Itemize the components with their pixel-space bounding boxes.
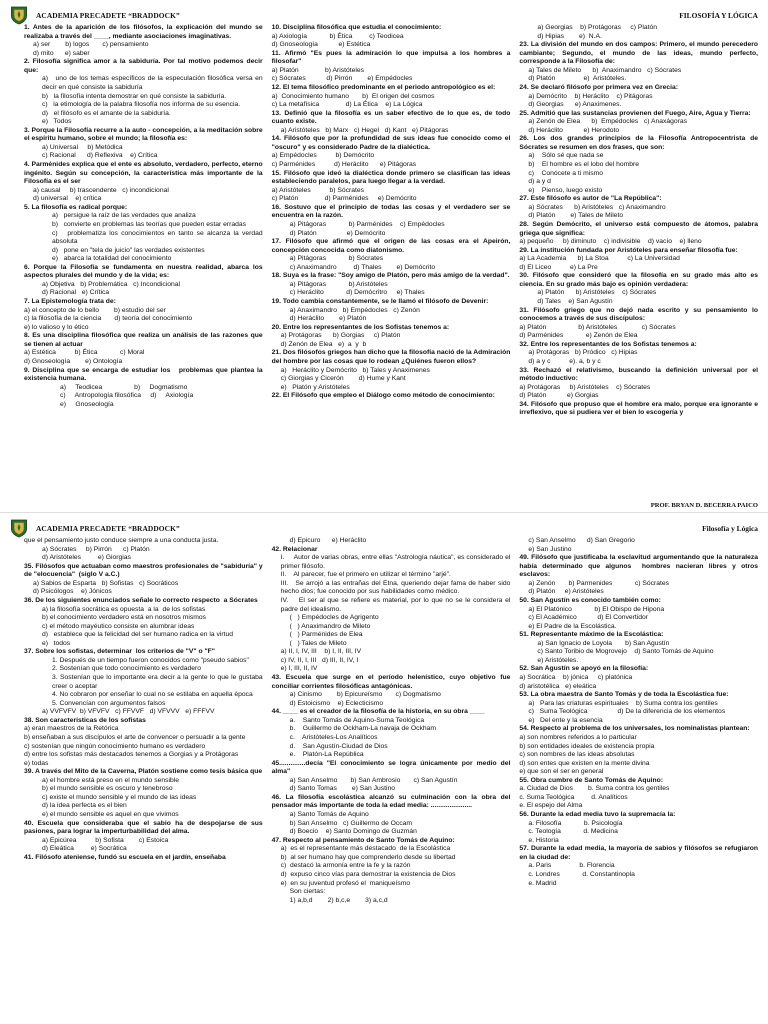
answer-option: I. Autor de varias obras, entre ellas "Astrología náutica", es considerado el primer filósofo. (280, 554, 513, 570)
subject-title: FILOSOFÍA Y LÓGICA (679, 10, 758, 20)
answer-option: a) El Platónico b) El Obispo de Hipona (528, 605, 665, 613)
question-stem: 1. Antes de la aparición de los filósofos, la explicación del mundo se realizaba a través del ____, mediante asociaciones imaginativas. (24, 24, 265, 40)
page-header (10, 517, 758, 539)
answer-option: 3. Sostenían que lo importante era decir a la gente lo que le gustaba creer o aceptar (52, 674, 265, 690)
answer-option: a) Universal b) Metódica (42, 143, 123, 151)
answer-option: c) sostenían que ningún conocimiento humano es verdadero (24, 742, 206, 750)
answer-option: a) San Ignacio de Loyola b) San Agustín (537, 639, 670, 647)
answer-option: a. Santo Tomás de Aquino-Suma Teológica (289, 716, 425, 724)
answer-option: e) Platón y Aristóteles (280, 383, 350, 391)
answer-option: que el pensamiento justo conduce siempre a una conducta justa. (24, 537, 219, 544)
answer-option: d) el filósofo es el amante de la sabiduría. (42, 109, 171, 117)
answer-option: a) eran maestros de la Retórica (24, 725, 119, 733)
question-stem: 23. La división del mundo en dos campos: Primero, el mundo perecedero cambiante; Segundo, el mundo de las ideas, mundo perfecto, corresponde a la Filosofía de: (519, 41, 760, 66)
answer-option: a) Teodicea b) Dogmatismo (60, 383, 188, 391)
answer-option: d) Aristóteles e) Giorgias (42, 554, 131, 562)
question-stem: 25. Admitió que las sustancias provienen del Fuego, Aire, Agua y Tierra: (519, 109, 751, 117)
answer-option: a. Ciudad de Dios b. Suma contra los gentiles (519, 785, 670, 793)
answer-option: a) Demócrito b) Heráclito c) Pitágoras (528, 92, 653, 100)
answer-option: a) Georgias b) Protágoras c) Platón (537, 24, 658, 31)
answer-option: d) Platón e) Aristóteles. (528, 75, 627, 83)
answer-option: d) universal e) crítica (33, 195, 102, 203)
question-stem: 4. Parménides explica que el ente es absoluto, verdadero, perfecto, eterno ingénito. Según su concepción, la característica más importante de la Filosofía es el ser (24, 161, 265, 186)
answer-option: c) el método mayéutico consiste en alumbrar ideas (42, 622, 195, 630)
column-2 (272, 24, 511, 418)
question-stem: 15. Filósofo que ideó la dialéctica donde primero se clasifican las ideas estableciendo paralelos, para luego llegar a la verdad. (271, 169, 513, 186)
answer-option: a) la filosofía socrática es opuesta a la de los sofistas (42, 605, 206, 613)
answer-option: d) El Liceo e) La Pre (519, 263, 598, 271)
answer-option: d) Estoicismo e) Eclecticismo (289, 699, 384, 707)
answer-option: c) Heráclito d) Demócritro e) Thales (289, 289, 425, 297)
answer-option: b. Guillermo de Ockham-La navaja de Ockham (289, 725, 436, 733)
answer-option: c) Suma Teológica d) De la diferencia de los elementos (528, 708, 726, 716)
question-stem: 39. A través del Mito de la Caverna, Platón sostiene como tesis básica que (24, 768, 263, 776)
answer-option: c. Londres d. Constantinopla (528, 870, 635, 878)
answer-option: a) San Anselmo b) San Ambrosio c) San Agustín (289, 776, 458, 784)
answer-option: d) Santo Tomas e) San Justino (289, 785, 395, 793)
question-stem: 3. Porque la Filosofía recurre a la auto - concepción, a la meditación sobre el espíritu humano, sobre el mundo; la filosofía es: (24, 126, 265, 143)
answer-option: a) Aristóteles b) Marx c) Hegel d) Kant e) Pitágoras (280, 126, 449, 134)
answer-option: c) Anaximandro d) Thales e) Demócrito (289, 263, 436, 271)
answer-option: III. Se arrojó a las entrañas del Etna, queriendo dejar fama de haber sido hecho dios; fue conocido por sus habilidades como médico. (280, 579, 513, 596)
answer-option: d) Platón e) Gorgias (519, 392, 599, 400)
answer-option: b) San Anselmo c) Guillermo de Occam (289, 819, 412, 827)
answer-option: a) Epicúrea b) Sofista c) Estoica (42, 836, 169, 844)
answer-option: d) expuso cinco vías para demostrar la existencia de Dios (280, 870, 456, 878)
answer-option: b) convierte en problemas las teorías que pueden estar erradas (52, 220, 246, 228)
answer-option: d) establece que la felicidad del ser humano radica en la virtud (42, 631, 233, 639)
answer-option: II. Al parecer, fue el primero en utilizar el término "arjé". (280, 571, 451, 579)
question-stem: 29. La institución fundada por Aristóteles para enseñar filosofía fue: (519, 246, 738, 254)
answer-option: d) Boecio e) Santo Domingo de Guzmán (289, 828, 417, 836)
answer-option: c) San Anselmo d) San Gregorio (528, 537, 635, 544)
question-stem: 33. Rechazó el relativismo, buscando la definición universal por el método inductivo: (519, 366, 760, 383)
answer-option: c) Giorgias y Cicerón d) Hume y Kant (280, 375, 406, 383)
question-stem: 20. Entre los representantes de los Sofistas tenemos a: (271, 323, 450, 331)
answer-option: c) Platón d) Parménides e) Demócrito (271, 195, 417, 203)
question-stem: 53. La obra maestra de Santo Tomás y de toda la Escolástica fue: (519, 691, 729, 699)
answer-option: a) ser b) logos c) pensamiento (33, 41, 149, 49)
answer-option: a) Sabios de Esparta b) Sofistas c) Socráticos (33, 579, 179, 587)
answer-option: d) pone en "tela de juicio" las verdades existentes (52, 246, 205, 254)
answer-option: e) todos (42, 639, 71, 647)
answer-option: e) Del ente y la esencia (528, 716, 603, 724)
question-stem: 14. Filósofo que por la profundidad de sus ideas fue conocido como el "oscuro" y es considerado Padre de la dialéctica. (271, 135, 513, 151)
question-stem: 43. Escuela que surge en el período helenístico, cuyo objetivo fue conciliar corrientes filosóficas antagónicas. (271, 674, 513, 690)
question-stem: 7. La Epistemología trata de: (24, 298, 116, 305)
question-stem: 5. La filosofía es radical porque: (24, 203, 128, 211)
answer-option: d) Epicuro e) Heráclito (289, 537, 367, 544)
question-stem: 12. El tema filosófico predominante en el periodo antropológico es el: (271, 83, 496, 91)
answer-option: a) Conocimiento humano b) El origen del cosmos (271, 92, 435, 100)
answer-option: a) el concepto de lo bello b) estudio del ser (24, 306, 166, 314)
question-stem: 13. Definió que la filosofía es un saber efectivo de lo que es, de todo cuanto existe. (271, 109, 513, 126)
answer-option: a) Para las criaturas espirituales b) Suma contra los gentiles (528, 699, 718, 707)
question-stem: 9. Disciplina que se encarga de estudiar los problemas que plantea la existencia humana. (24, 366, 265, 383)
answer-option: c) La metafísica d) La Ética e) La Lógica (271, 101, 423, 109)
question-stem: 34. Filósofo que propuso que el hombre era malo, porque era ignorante e irreflexivo, que si pudiera ver el bien lo escogería y (519, 400, 760, 417)
answer-option: e) San Justino (528, 545, 572, 553)
question-stem: 38. Son características de los sofistas (24, 716, 146, 724)
answer-option: c) Racional d) Reflexiva e) Crítica (42, 152, 158, 160)
answer-option: a) Platón b) Aristóteles c) Sócrates (537, 289, 657, 297)
answer-option: b) el mundo sensible es oscuro y tenebroso (42, 785, 173, 793)
answer-option: a) Protágoras b) Gorgias c) Platón (280, 332, 401, 340)
answer-option: a) Platón b) Aristóteles c) Sócrates (519, 323, 676, 331)
answer-option: d) Georgias e) Anaximenes. (528, 101, 622, 109)
answer-option: a) Aristóteles b) Sócrates (271, 186, 364, 194)
answer-option: 2. Sostenían que todo conocimiento es verdadero (52, 665, 201, 673)
question-stem: 55. Obra cumbre de Santo Tomás de Aquino: (519, 776, 663, 784)
answer-option: b) al ser humano hay que comprenderlo desde su libertad (280, 853, 456, 861)
answer-option: e. Madrid (528, 879, 557, 887)
question-stem: 52. San Agustín se apoyó en la filosofía: (519, 665, 649, 673)
question-stem: 8. Es una disciplina filosófica que realiza un análisis de las razones que se tienen al actuar (24, 332, 265, 348)
answer-option: c) El Académico d) El Convertidor (528, 614, 649, 622)
answer-option: d) son entes que existen en la mente divina (519, 759, 650, 767)
answer-option: d) Parménides e) Zenón de Elea (519, 332, 638, 340)
answer-option: d) Heráclito e) Platón (289, 315, 367, 323)
academy-shield-icon (10, 519, 28, 538)
answer-option: ( ) Tales de Mileto (289, 639, 347, 647)
question-stem: 26. Los dos grandes principios de la Filosofía Antropocentrista de Sócrates se resumen en dos frases, que son: (519, 135, 760, 151)
question-stem: 16. Sostuvo que el principio de todas las cosas y el verdadero ser se encuentra en la razón. (271, 203, 513, 220)
question-stem: 46. La filosofía escolástica alcanzó su culminación con la obra del pensador más importante de toda la edad media: ...................... (271, 793, 513, 810)
answer-option: a) son nombres referidos a lo particular (519, 733, 637, 741)
question-stem: 21. Dos filósofos griegos han dicho que la filosofía nació de la Admiración del hombre por las cosas que lo rodean ¿Quiénes fueron ellos? (271, 349, 513, 365)
question-stem: 30. Filósofo que consideró que la filosofía en su grado más alto es ciencia. En su grado más bajo es opinión verdadera: (519, 272, 760, 288)
answer-option: 1) a,b,d 2) b,c,e 3) a,c,d (289, 896, 388, 904)
answer-option: b) el conocimiento verdadero está en nosotros mismos (42, 614, 206, 622)
question-stem: 18. Suya es la frase: "Soy amigo de Platón, pero más amigo de la verdad". (271, 272, 510, 280)
answer-option: e) abarca la totalidad del conocimiento (52, 255, 172, 263)
answer-option: d) Tales e) San Agustín (537, 298, 613, 305)
answer-option: c) Antropología filosófica d) Axiología (60, 392, 194, 400)
column-3 (519, 537, 758, 905)
answer-option: a) Pitágoras b) Sócrates (289, 255, 384, 263)
answer-option: a) Socrática b) jónica c) platónica (519, 674, 633, 681)
answer-option: a) Protágoras b) Aristóteles c) Sócrates (519, 383, 651, 391)
answer-option: a) Zenón b) Parmenides c) Sócrates (528, 579, 670, 587)
answer-option: e) Gnoseología (60, 400, 114, 408)
answer-option: a) Platón b) Aristóteles (271, 66, 364, 74)
question-stem: 6. Porque la Filosofía se fundamenta en nuestra realidad, abarca los aspectos plurales del mundo y de la vida; es: (24, 263, 265, 280)
answer-option: c) IV, II, I, III d) III, II, IV, I (280, 656, 359, 664)
answer-option: d) Eleática e) Socrática (42, 845, 127, 853)
answer-option: d) a y d (528, 178, 551, 186)
answer-option: a) persigue la raíz de las verdades que analiza (52, 212, 196, 220)
answer-option: d) Hipias e) N.A. (537, 32, 602, 40)
answer-option: e. El espejo del Alma (519, 802, 583, 810)
answer-option: c) la filosofía de la ciencia d) teoría del conocimiento (24, 315, 193, 323)
answer-option: c) Santo Toribio de Mogrovejo d) Santo Tomás de Aquino (537, 648, 714, 656)
answer-option: Son ciertas: (289, 888, 326, 896)
answer-option: d) aristotélica e) eleática (519, 682, 597, 690)
answer-option: b) la filosofía intenta demostrar en qué consiste la sabiduría. (42, 92, 227, 100)
answer-option: e) el mundo sensible es aquel en que vivimos (42, 811, 179, 818)
answer-option: ( ) Parménides de Elea (289, 631, 363, 639)
answer-option: e) lo valioso y lo ético (24, 323, 89, 331)
answer-option: b) son entidades ideales de existencia propia (519, 742, 655, 750)
answer-option: a) uno de los temas específicos de la especulación filosófica versa en decir en qué consiste la sabiduría (42, 75, 265, 91)
academy-shield-icon (10, 6, 28, 25)
answer-option: c) problematiza los conocimientos en tanto se alcanza la verdad absoluta (52, 229, 265, 246)
answer-option: a) Pitágoras b) Parménides c) Empédocles (289, 220, 445, 228)
answer-option: a) VVFVFV b) VFVFV c) FFVVF d) VFVVV e) FFFVV (42, 708, 215, 716)
question-stem: 32. Entre los representantes de los Sofistas tenemos a: (519, 340, 697, 348)
question-stem: 51. Representante máximo de la Escolástica: (519, 631, 664, 639)
column-1 (24, 537, 263, 905)
answer-option: a) Santo Tomás de Aquino (289, 811, 369, 818)
question-stem: 37. Sobre los sofistas, determinar los criterios de "V" o "F" (24, 648, 215, 656)
answer-option: e) todas (24, 759, 49, 767)
question-stem: 47. Respecto al pensamiento de Santo Tomás de Aquino: (271, 836, 455, 844)
exam-page-2 (0, 512, 768, 1024)
answer-option: a) es el representante más destacado de la Escolástica (280, 845, 451, 853)
answer-option: c) son nombres de las ideas absolutas (519, 751, 635, 759)
question-stem: 10. Disciplina filosófica que estudia el conocimiento: (271, 24, 442, 31)
answer-option: c. Teología d. Medicina (528, 828, 618, 836)
answer-option: e) en su juventud profesó el maniqueísmo (280, 879, 411, 887)
answer-option: c) Sócrates d) Pirrón e) Empédocles (271, 75, 413, 83)
answer-option: e) Aristóteles. (537, 656, 579, 664)
answer-option: a) Objetiva b) Problemática c) Incondicional (42, 280, 181, 288)
answer-option: e) que son el ser en general (519, 768, 604, 776)
answer-option: a) La Academia b) La Stoa c) La Universidad (519, 255, 680, 263)
answer-option: a) Anaximandro b) Empédocles c) Zenón (289, 306, 420, 314)
question-stem: 24. Se declaró filósofo por primera vez en Grecia: (519, 83, 679, 91)
answer-option: d) entre los sofistas más destacados tenemos a Gorgias y a Protágoras (24, 751, 239, 759)
answer-option: a. Filosofía b. Psicología (528, 819, 623, 827)
question-stem: 17. Filósofo que afirmó que el origen de las cosas era el Apeirón, concepción concocida como diatonismo. (271, 238, 513, 254)
answer-option: d) Platón e) Demócrito (289, 229, 386, 237)
question-stem: 57. Durante la edad media, la mayoría de sabios y filósofos se refugiaron en la ciudad de: (519, 845, 760, 861)
answer-option: a) Cinismo b) Epicureísmo c) Dogmatismo (289, 691, 441, 699)
answer-option: c) la etimología de la palabra filosofía nos informa de su esencia. (42, 101, 241, 109)
answer-option: a) Sólo sé que nada se (528, 152, 604, 160)
answer-option: c. Aristóteles-Los Analíticos (289, 733, 378, 741)
answer-option: a) Estética b) Ética c) Moral (24, 349, 145, 357)
answer-option: d) Racional e) Crítica (42, 289, 110, 297)
author-footer: PROF. BRYAN D. BECERRA PAICO (650, 502, 758, 509)
answer-option: d) la idea perfecta es el bien (42, 802, 127, 810)
answer-option: c) Conócete a ti mismo (528, 169, 603, 177)
answer-option: e) Pienso, luego existo (528, 186, 603, 194)
question-stem: 22. El Filósofo que empleo el Diálogo como método de conocimiento: (271, 392, 495, 400)
answer-option: 5. Convencían con argumentos falsos (52, 699, 166, 707)
answer-option: e) I, III, II, IV (280, 665, 318, 673)
question-stem: 49. Filósofo que justificaba la esclavitud argumentando que la naturaleza había determinado que algunos hombres nacieran libres y otros esclavos: (519, 554, 760, 579)
answer-option: d) Platón e) Tales de Mileto (528, 212, 624, 220)
question-stem: 36. De los siguientes enunciados señale lo correcto respecto a Sócrates (24, 596, 258, 604)
answer-option: a) Tales de Mileto b) Anaximandro c) Sócrates (528, 66, 682, 74)
question-stem: 54. Respecto al problema de los universales, los nominalistas plantean: (519, 725, 750, 733)
answer-option: 4. No cobraron por enseñar lo cual no se estilaba en aquella época (52, 691, 253, 699)
question-stem: 56. Durante la edad media tuvo la supremacía la: (519, 811, 676, 818)
subject-title: Filosofía y Lógica (702, 523, 758, 533)
question-stem: 2. Filosofía significa amor a la sabiduría. Por tal motivo podemos decir que: (24, 58, 265, 74)
answer-option: d) Psicólogos e) Jónicos (33, 588, 112, 596)
answer-option: e) El Padre de la Escolástica. (528, 622, 617, 630)
answer-option: ( ) Empédocles de Agrigento (289, 614, 379, 622)
answer-option: c) destacó la armonía entre la fe y la razón (280, 862, 411, 870)
question-stem: 31. Filósofo griego que no dejó nada escrito y su pensamiento lo conocemos a través de sus discípulos: (519, 306, 760, 323)
answer-option: d) Gnoseología e) Estética (271, 41, 371, 49)
answer-option: d. San Agustín-Ciudad de Dios (289, 742, 388, 750)
question-stem: 42. Relacionar (271, 545, 318, 553)
academy-name: ACADEMIA PRECADETE “BRADDOCK” (36, 523, 180, 533)
academy-name: ACADEMIA PRECADETE “BRADDOCK” (36, 10, 180, 20)
answer-option: 1. Después de un tiempo fueron conocidos como "pseudo sabios" (52, 656, 249, 664)
answer-option: c) Parménides d) Heráclito e) Pitágoras (271, 161, 417, 168)
answer-option: ( ) Anaximandro de Mileto (289, 622, 371, 630)
answer-option: d) a y c e). a, b y c (528, 357, 601, 365)
question-stem: 27. Este filósofo es autor de "La República": (519, 195, 662, 203)
column-3 (519, 24, 758, 418)
answer-option: a) Protágoras b) Pródico c) Hipias (528, 349, 638, 357)
question-stem: 19. Todo cambia constantemente, se le llamó el filósofo de Devenir: (271, 298, 489, 305)
answer-option: IV. El ser al que se refiere es material, por lo que no se le considera el padre del idealismo. (280, 596, 513, 613)
question-stem: 28. Según Demócrito, el universo está compuesto de átomos, palabra griega que significa: (519, 220, 760, 237)
answer-option: a) Empédocles b) Demócrito (271, 152, 375, 160)
question-stem: 40. Escuela que consideraba que el sabio ha de despojarse de sus pasiones, para lograr la imperturbabilidad del alma. (24, 819, 265, 836)
answer-option: a) Zenón de Elea b) Empédocles c) Anaxágoras (528, 118, 688, 126)
answer-option: c. Suma Teológica d. Analíticos (519, 793, 628, 801)
answer-option: a) causal b) trascendente c) incondicional (33, 186, 169, 194)
question-stem: 41. Filósofo ateniense, fundó su escuela en el jardín, enseñaba (24, 853, 226, 861)
answer-option: e) Todos (42, 118, 72, 126)
answer-option: d) Heráclito e) Herodoto (528, 126, 620, 134)
answer-option: e. Historia (528, 836, 559, 844)
answer-option: b) enseñaban a sus discípulos el arte de convencer o persuadir a la gente (24, 733, 246, 741)
answer-option: a) Sócrates b) Aristóteles c) Anaximandro (528, 203, 666, 211)
answer-option: a) II, I, IV, III b) I, II, III, IV (280, 648, 362, 656)
answer-option: a) Sócrates b) Pirrón c) Platón (42, 545, 150, 553)
column-2 (272, 537, 511, 905)
column-1 (24, 24, 263, 418)
answer-option: d) Zenón de Elea e) a y b (280, 340, 367, 348)
question-stem: 50. San Agustín es conocido también como: (519, 596, 661, 604)
answer-option: b) El hombre es el lobo del hombre (528, 161, 640, 168)
answer-option: a) el hombre está preso en el mundo sensible (42, 776, 179, 784)
question-stem: 45..............decía "El conocimiento se logra únicamente por medio del alma" (271, 759, 513, 776)
answer-option: c) existe el mundo sensible y el mundo de las ideas (42, 793, 197, 801)
page-header (10, 4, 758, 26)
question-stem: 44. ____ es el creador de la filosofía de la historia, en su obra ____ (271, 708, 485, 716)
question-stem: 11. Afirmó "Es pues la admiración lo que impulsa a los hombres a filosofar" (271, 49, 513, 66)
answer-option: d) Gnoseología e) Ontología (24, 357, 123, 365)
answer-option: a) pequeño b) diminuto c) indivisible d) vacío e) lleno (519, 238, 702, 246)
question-stem: 35. Filósofos que actuaban como maestros profesionales de "sabiduría" y de "elocuencia" (siglo V a.C.) (24, 562, 265, 579)
answer-option: d) Platón e) Aristóteles (528, 588, 604, 596)
answer-option: e. Platón-La República (289, 751, 364, 759)
answer-option: a) Heráclito y Demócrito b) Tales y Anaximenes (280, 366, 430, 374)
answer-option: a) Axiología b) Ética c) Teodicea (271, 32, 404, 40)
answer-option: d) mito e) saber (33, 49, 90, 57)
answer-option: a. Paris b. Florencia (528, 862, 615, 870)
answer-option: a) Pitágoras b) Aristóteles (289, 280, 388, 288)
